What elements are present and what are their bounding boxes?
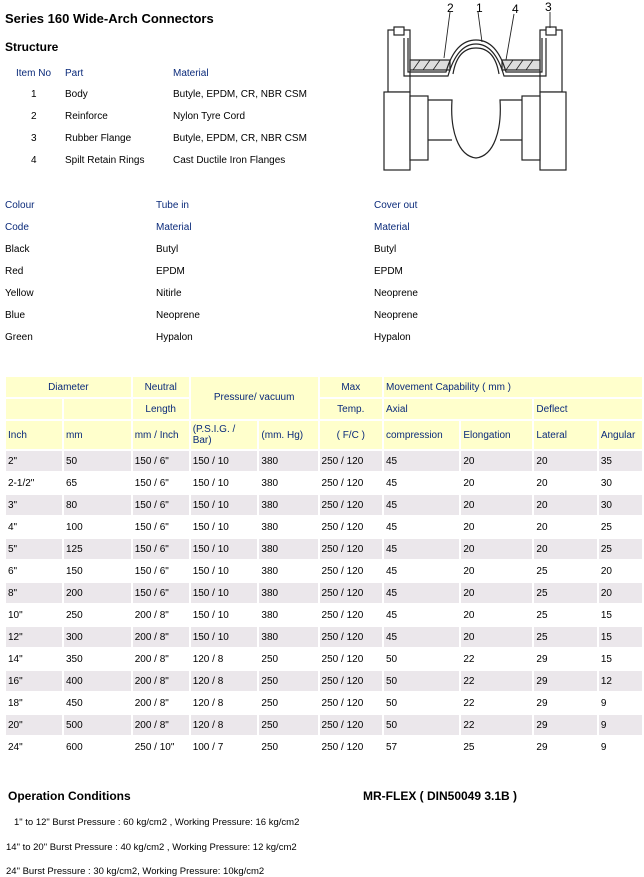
spec-cell: 150 / 6" [133, 517, 189, 537]
spec-cell: 20 [461, 583, 532, 603]
spec-cell: 20 [461, 451, 532, 471]
spec-cell: 150 / 10 [191, 517, 258, 537]
spec-row [6, 583, 642, 603]
spec-cell: 200 / 8" [133, 715, 189, 735]
spec-cell: 250 / 120 [320, 627, 382, 647]
spec-cell: 380 [259, 561, 317, 581]
spec-cell: 15 [599, 627, 642, 647]
spec-cell: 9 [599, 715, 642, 735]
colour-header-cover: Cover out [374, 200, 418, 211]
spec-cell: 150 / 6" [133, 495, 189, 515]
spec-cell: 380 [259, 539, 317, 559]
spec-cell: 150 / 10 [191, 583, 258, 603]
spec-cell: 120 / 8 [191, 693, 258, 713]
spec-cell: 9 [599, 693, 642, 713]
spec-cell: 200 / 8" [133, 649, 189, 669]
spec-cell: 150 / 10 [191, 495, 258, 515]
spec-cell: 150 / 10 [191, 473, 258, 493]
spec-cell: 20 [534, 451, 596, 471]
spec-cell: 3" [6, 495, 62, 515]
spec-head-fc: ( F/C ) [320, 421, 382, 449]
structure-heading: Structure [5, 40, 59, 54]
spec-head-deflect: Deflect [534, 399, 642, 419]
colour-tube-material: Hypalon [156, 332, 193, 343]
spec-cell: 200 / 8" [133, 693, 189, 713]
spec-cell: 250 [64, 605, 131, 625]
spec-cell: 250 [259, 671, 317, 691]
structure-item-no: 2 [31, 111, 37, 122]
spec-head-elongation: Elongation [461, 421, 532, 449]
spec-cell: 150 / 6" [133, 451, 189, 471]
spec-cell: 250 / 120 [320, 737, 382, 757]
spec-cell: 25 [534, 583, 596, 603]
operation-standard: MR-FLEX ( DIN50049 3.1B ) [363, 789, 518, 803]
spec-cell: 500 [64, 715, 131, 735]
spec-cell: 12 [599, 671, 642, 691]
colour-tube-material: Butyl [156, 244, 179, 255]
spec-cell: 250 / 120 [320, 583, 382, 603]
spec-cell: 150 / 6" [133, 473, 189, 493]
diagram-label-3: 3 [545, 0, 552, 14]
spec-cell: 45 [384, 451, 459, 471]
spec-head-lateral: Lateral [534, 421, 596, 449]
spec-cell: 2-1/2" [6, 473, 62, 493]
spec-row [6, 561, 642, 581]
spec-cell: 2" [6, 451, 62, 471]
spec-head-inch: Inch [6, 421, 62, 449]
structure-part: Reinforce [65, 111, 108, 122]
spec-row [6, 495, 642, 515]
spec-cell: 250 / 120 [320, 605, 382, 625]
colour-header-tube: Tube in [156, 200, 189, 211]
spec-cell: 150 / 10 [191, 605, 258, 625]
spec-cell: 120 / 8 [191, 649, 258, 669]
diagram-label-1: 1 [476, 1, 483, 15]
spec-cell: 10" [6, 605, 62, 625]
spec-cell: 35 [599, 451, 642, 471]
spec-cell: 380 [259, 627, 317, 647]
spec-cell: 25 [599, 517, 642, 537]
spec-cell: 250 [259, 737, 317, 757]
spec-cell: 380 [259, 451, 317, 471]
spec-cell: 250 [259, 693, 317, 713]
spec-cell: 25 [534, 561, 596, 581]
spec-cell: 29 [534, 737, 596, 757]
spec-head-mmhg: (mm. Hg) [259, 421, 317, 449]
spec-cell: 250 / 10" [133, 737, 189, 757]
spec-cell: 380 [259, 517, 317, 537]
spec-cell: 30 [599, 473, 642, 493]
spec-cell: 25 [534, 627, 596, 647]
spec-row [6, 671, 642, 691]
structure-part: Rubber Flange [65, 133, 132, 144]
operation-note: 14" to 20" Burst Pressure : 40 kg/cm2 , Working Pressure: 12 kg/cm2 [6, 842, 297, 853]
spec-cell: 50 [384, 693, 459, 713]
spec-cell: 150 / 6" [133, 539, 189, 559]
spec-cell: 25 [599, 539, 642, 559]
colour-cover-material: EPDM [374, 266, 403, 277]
spec-cell: 57 [384, 737, 459, 757]
spec-cell: 45 [384, 605, 459, 625]
spec-cell: 100 [64, 517, 131, 537]
spec-cell: 65 [64, 473, 131, 493]
spec-cell: 20 [461, 605, 532, 625]
spec-cell: 20 [461, 539, 532, 559]
structure-item-no: 1 [31, 89, 37, 100]
spec-head-mm-inch: mm / Inch [133, 421, 189, 449]
colour-code: Blue [5, 310, 26, 321]
spec-cell: 200 / 8" [133, 671, 189, 691]
spec-cell: 250 / 120 [320, 451, 382, 471]
spec-cell: 350 [64, 649, 131, 669]
spec-cell: 50 [384, 715, 459, 735]
spec-cell: 100 / 7 [191, 737, 258, 757]
structure-item-no: 4 [31, 155, 37, 166]
colour-tube-material: Nitirle [156, 288, 182, 299]
operation-heading: Operation Conditions [8, 789, 131, 803]
colour-header-tube-material: Material [156, 222, 192, 233]
spec-cell: 16" [6, 671, 62, 691]
spec-cell: 380 [259, 473, 317, 493]
spec-cell: 380 [259, 495, 317, 515]
spec-row [6, 627, 642, 647]
structure-header-part: Part [65, 68, 84, 79]
page-title: Series 160 Wide-Arch Connectors [5, 11, 214, 26]
spec-head-length: Length [133, 399, 189, 419]
spec-cell: 20 [599, 583, 642, 603]
spec-cell: 400 [64, 671, 131, 691]
spec-cell: 150 / 6" [133, 561, 189, 581]
colour-header-colour: Colour [5, 200, 35, 211]
spec-cell: 250 / 120 [320, 561, 382, 581]
structure-header-material: Material [173, 68, 209, 79]
spec-cell: 125 [64, 539, 131, 559]
colour-cover-material: Neoprene [374, 288, 418, 299]
diagram-label-2: 2 [447, 1, 454, 15]
spec-cell: 50 [384, 671, 459, 691]
spec-cell: 45 [384, 627, 459, 647]
spec-cell: 14" [6, 649, 62, 669]
spec-head-temp: Temp. [320, 399, 382, 419]
spec-row [6, 605, 642, 625]
spec-cell: 29 [534, 671, 596, 691]
spec-cell: 380 [259, 605, 317, 625]
spec-row [6, 451, 642, 471]
spec-row [6, 517, 642, 537]
structure-part: Body [65, 89, 88, 100]
spec-cell: 250 / 120 [320, 495, 382, 515]
spec-cell: 300 [64, 627, 131, 647]
spec-cell: 250 [259, 715, 317, 735]
spec-cell: 45 [384, 539, 459, 559]
operation-note: 1" to 12" Burst Pressure : 60 kg/cm2 , Working Pressure: 16 kg/cm2 [14, 817, 300, 828]
spec-cell: 50 [64, 451, 131, 471]
colour-header-cover-material: Material [374, 222, 410, 233]
spec-cell: 45 [384, 495, 459, 515]
structure-material: Butyle, EPDM, CR, NBR CSM [173, 133, 307, 144]
spec-row [6, 715, 642, 735]
spec-cell: 22 [461, 715, 532, 735]
colour-code: Yellow [5, 288, 34, 299]
spec-row [6, 539, 642, 559]
spec-cell: 29 [534, 693, 596, 713]
spec-cell: 20 [461, 495, 532, 515]
spec-cell: 200 / 8" [133, 605, 189, 625]
colour-header-code: Code [5, 222, 29, 233]
operation-note: 24" Burst Pressure : 30 kg/cm2, Working Pressure: 10kg/cm2 [6, 866, 265, 877]
spec-cell: 250 / 120 [320, 539, 382, 559]
colour-tube-material: EPDM [156, 266, 185, 277]
colour-cover-material: Hypalon [374, 332, 411, 343]
spec-cell: 150 [64, 561, 131, 581]
spec-head-axial: Axial [384, 399, 532, 419]
spec-cell: 250 / 120 [320, 649, 382, 669]
colour-cover-material: Neoprene [374, 310, 418, 321]
spec-cell: 22 [461, 649, 532, 669]
spec-cell: 150 / 6" [133, 583, 189, 603]
spec-cell: 120 / 8 [191, 671, 258, 691]
structure-item-no: 3 [31, 133, 37, 144]
spec-cell: 600 [64, 737, 131, 757]
spec-cell: 25 [461, 737, 532, 757]
spec-cell: 200 / 8" [133, 627, 189, 647]
spec-cell: 20 [534, 517, 596, 537]
spec-row [6, 649, 642, 669]
spec-cell: 20 [534, 539, 596, 559]
spec-cell: 250 / 120 [320, 473, 382, 493]
spec-cell: 120 / 8 [191, 715, 258, 735]
colour-cover-material: Butyl [374, 244, 397, 255]
spec-cell: 18" [6, 693, 62, 713]
spec-cell: 15 [599, 649, 642, 669]
spec-cell: 45 [384, 561, 459, 581]
diagram-label-4: 4 [512, 2, 519, 16]
spec-cell: 22 [461, 693, 532, 713]
colour-code: Green [5, 332, 33, 343]
spec-cell: 45 [384, 473, 459, 493]
structure-material: Nylon Tyre Cord [173, 111, 246, 122]
colour-code: Red [5, 266, 24, 277]
spec-row [6, 693, 642, 713]
spec-cell: 250 / 120 [320, 715, 382, 735]
structure-material: Butyle, EPDM, CR, NBR CSM [173, 89, 307, 100]
spec-row [6, 473, 642, 493]
spec-cell: 30 [599, 495, 642, 515]
spec-head-neutral: Neutral [133, 377, 189, 397]
spec-cell: 9 [599, 737, 642, 757]
connector-diagram [378, 0, 607, 185]
spec-cell: 200 [64, 583, 131, 603]
spec-cell: 380 [259, 583, 317, 603]
spec-head-compression: compression [384, 421, 459, 449]
spec-cell: 50 [384, 649, 459, 669]
spec-cell: 15 [599, 605, 642, 625]
spec-cell: 250 / 120 [320, 693, 382, 713]
structure-header-item: Item No [16, 68, 52, 79]
spec-row [6, 737, 642, 757]
spec-cell: 450 [64, 693, 131, 713]
structure-part: Spilt Retain Rings [65, 155, 145, 166]
spec-cell: 150 / 10 [191, 451, 258, 471]
spec-cell: 12" [6, 627, 62, 647]
spec-cell: 20 [461, 517, 532, 537]
spec-cell: 20 [461, 473, 532, 493]
spec-cell: 150 / 10 [191, 539, 258, 559]
spec-cell: 250 / 120 [320, 517, 382, 537]
spec-cell: 20 [461, 561, 532, 581]
spec-head-movement: Movement Capability ( mm ) [384, 377, 642, 397]
spec-cell: 250 [259, 649, 317, 669]
spec-cell: 20 [534, 495, 596, 515]
spec-cell: 45 [384, 583, 459, 603]
spec-cell: 24" [6, 737, 62, 757]
colour-tube-material: Neoprene [156, 310, 200, 321]
spec-cell: 20 [461, 627, 532, 647]
spec-cell: 6" [6, 561, 62, 581]
spec-head-mm: mm [64, 421, 131, 449]
spec-cell: 250 / 120 [320, 671, 382, 691]
spec-head-angular: Angular [599, 421, 642, 449]
spec-cell: 150 / 10 [191, 627, 258, 647]
structure-material: Cast Ductile Iron Flanges [173, 155, 286, 166]
spec-cell: 29 [534, 715, 596, 735]
spec-cell: 5" [6, 539, 62, 559]
spec-head-psig: (P.S.I.G. / Bar) [191, 421, 258, 449]
colour-code: Black [5, 244, 30, 255]
spec-cell: 25 [534, 605, 596, 625]
spec-cell: 20 [534, 473, 596, 493]
spec-cell: 45 [384, 517, 459, 537]
spec-cell: 22 [461, 671, 532, 691]
spec-head-max: Max [320, 377, 382, 397]
spec-cell: 80 [64, 495, 131, 515]
spec-head-pressure: Pressure/ vacuum [191, 377, 318, 419]
spec-cell: 8" [6, 583, 62, 603]
spec-head-diameter: Diameter [6, 377, 131, 397]
spec-cell: 20" [6, 715, 62, 735]
spec-cell: 4" [6, 517, 62, 537]
spec-cell: 29 [534, 649, 596, 669]
spec-cell: 150 / 10 [191, 561, 258, 581]
spec-table [4, 375, 636, 782]
spec-cell: 20 [599, 561, 642, 581]
